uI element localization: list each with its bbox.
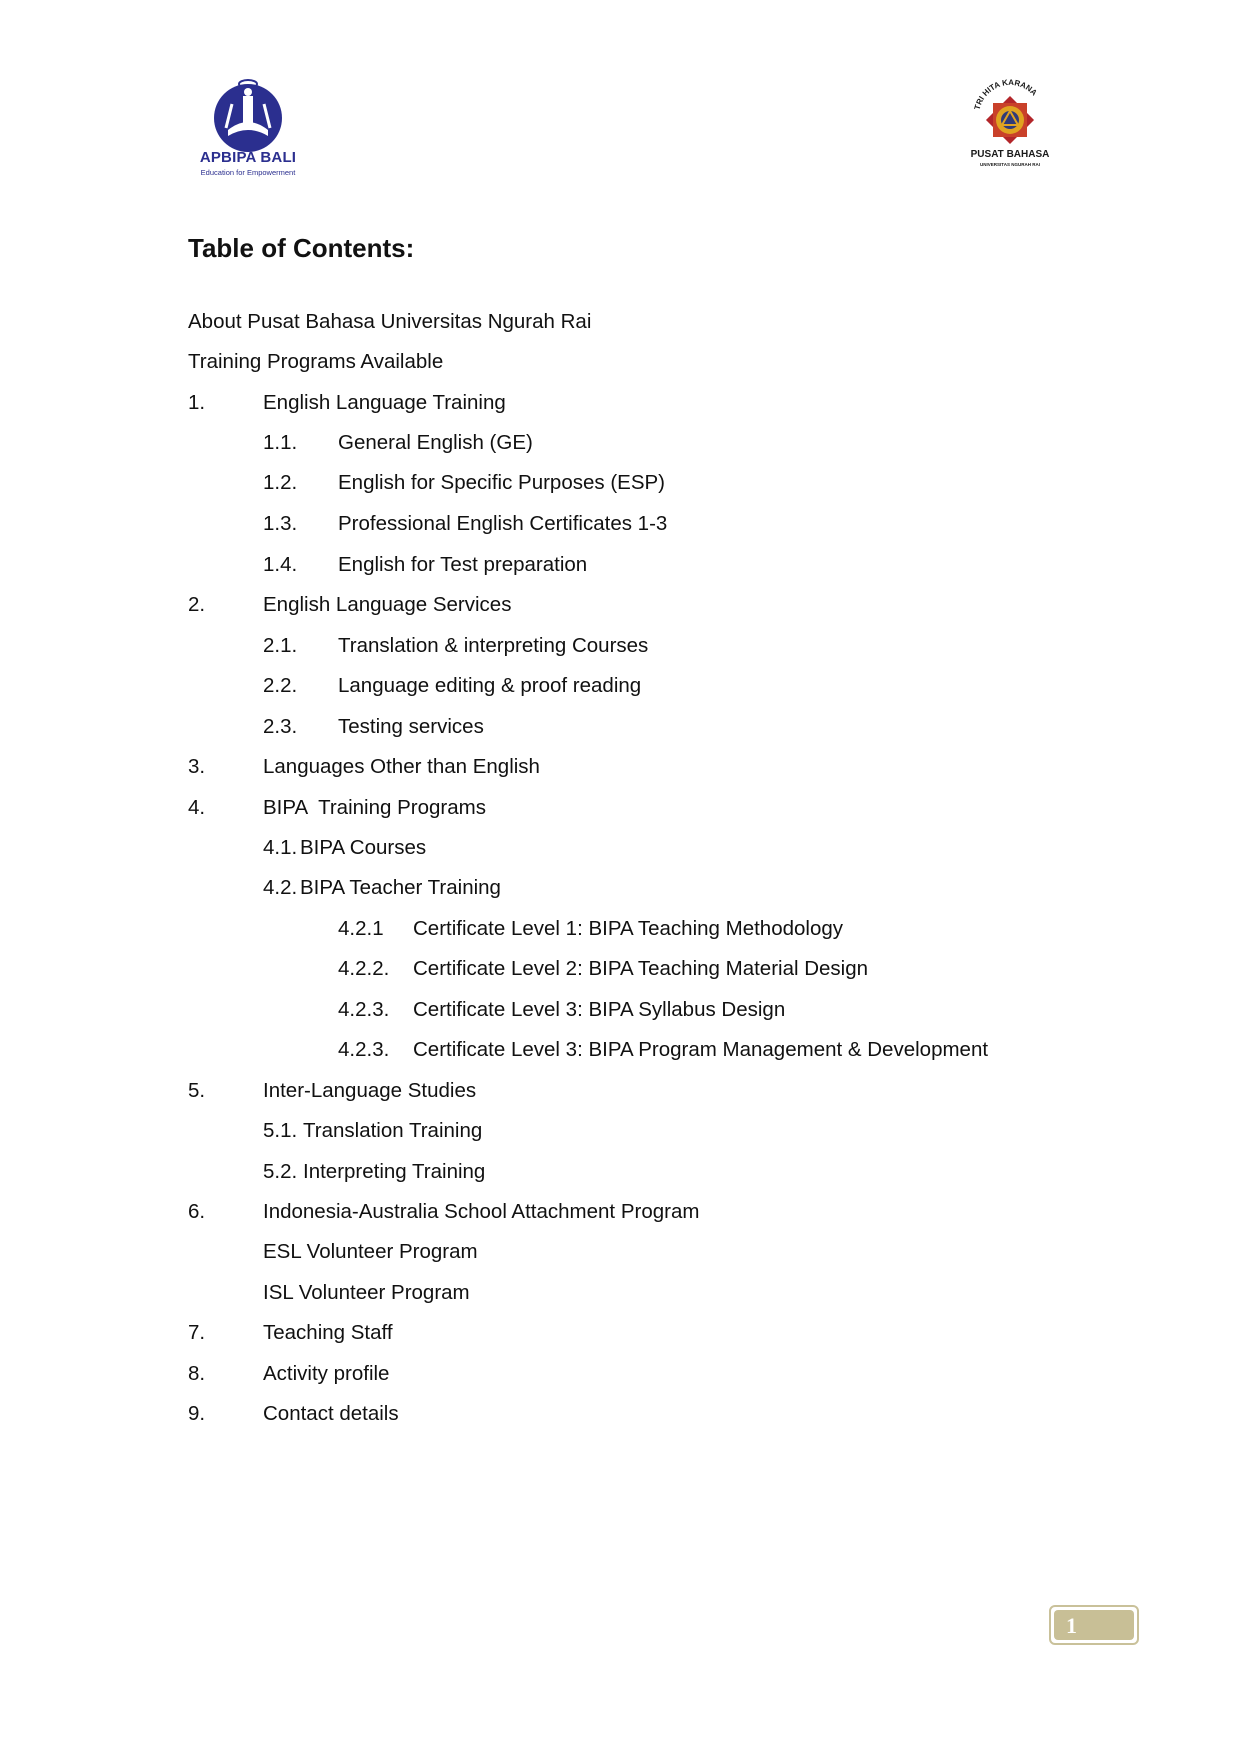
apbipa-logo-name: APBIPA BALI [199, 149, 297, 166]
toc-entry-number: 1.3. [263, 512, 298, 535]
toc-entry-text: Languages Other than English [263, 755, 540, 778]
toc-entry-text: Activity profile [263, 1362, 390, 1385]
toc-entry-number: 1.1. [263, 431, 298, 454]
toc-entry-number: 2. [188, 593, 206, 616]
toc-entry-text: BIPA Courses [300, 836, 427, 859]
toc-entry-text: English Language Training [263, 391, 506, 414]
apbipa-emblem-icon [206, 78, 290, 152]
toc-entry-text: Language editing & proof reading [338, 674, 642, 697]
toc-entry-number: 4.2.3. [338, 1038, 390, 1061]
toc-entry-text: Inter-Language Studies [263, 1079, 477, 1102]
tri-hita-karana-arc-text: TRI HITA KARANA [972, 77, 1039, 111]
toc-entry-text: ESL Volunteer Program [263, 1240, 478, 1263]
toc-entry-number: 5.2. [263, 1160, 298, 1183]
toc-entry-number: 1.2. [263, 471, 298, 494]
toc-entry-text: General English (GE) [338, 431, 533, 454]
toc-entry-number: 2.3. [263, 715, 298, 738]
toc-entry-number: 1.4. [263, 553, 298, 576]
toc-entry-text: Contact details [263, 1402, 399, 1425]
toc-entry-text: BIPA Training Programs [263, 796, 486, 819]
toc-entry-number: 5.1. [263, 1119, 298, 1142]
toc-entry-number: 4.2. [263, 876, 298, 899]
toc-entry-number: 7. [188, 1321, 206, 1344]
toc-entry-number: 4.2.1 [338, 917, 384, 940]
toc-entry-text: English for Test preparation [338, 553, 588, 576]
apbipa-bali-logo [188, 74, 308, 184]
toc-entry-number: 8. [188, 1362, 206, 1385]
toc-entry-number: 1. [188, 391, 206, 414]
toc-entry-text: BIPA Teacher Training [300, 876, 501, 899]
toc-entry-text: Professional English Certificates 1-3 [338, 512, 668, 535]
toc-entry-text: Teaching Staff [263, 1321, 393, 1344]
toc-entry-text: Training Programs Available [188, 350, 444, 373]
toc-entry-number: 4.2.2. [338, 957, 390, 980]
page-number-box [1049, 1605, 1139, 1645]
toc-entry-text: Certificate Level 2: BIPA Teaching Material Design [413, 957, 869, 980]
apbipa-logo-tagline: Education for Empowerment [200, 168, 296, 177]
page-number-fill [1054, 1610, 1134, 1640]
page-title: Table of Contents: [188, 233, 415, 263]
toc-entry-text: ISL Volunteer Program [263, 1281, 470, 1304]
toc-entry-text: About Pusat Bahasa Universitas Ngurah Rai [188, 310, 592, 333]
toc-entry-number: 2.2. [263, 674, 298, 697]
toc-entry-text: Translation & interpreting Courses [338, 634, 649, 657]
toc-entry-number: 4.1. [263, 836, 298, 859]
toc-entry-number: 4.2.3. [338, 998, 390, 1021]
toc-entry-text: Certificate Level 3: BIPA Program Management & Development [413, 1038, 989, 1061]
toc-entry-text: English for Specific Purposes (ESP) [338, 471, 665, 494]
toc-entry-number: 2.1. [263, 634, 298, 657]
toc-entry-number: 9. [188, 1402, 206, 1425]
toc-entry-number: 6. [188, 1200, 206, 1223]
pusat-bahasa-emblem-icon [965, 76, 1055, 148]
pusat-bahasa-logo-name: PUSAT BAHASA [970, 149, 1050, 160]
pusat-bahasa-logo-subtitle: UNIVERSITAS NGURAH RAI [980, 162, 1040, 167]
toc-entry-text: Testing services [338, 715, 484, 738]
page-number: 1 [1066, 1613, 1077, 1638]
pusat-bahasa-logo [965, 76, 1055, 170]
toc-entry-number: 3. [188, 755, 206, 778]
toc-entry-text: Translation Training [303, 1119, 483, 1142]
toc-entry-text: Certificate Level 3: BIPA Syllabus Design [413, 998, 786, 1021]
toc-entry-text: Certificate Level 1: BIPA Teaching Methodology [413, 917, 843, 940]
toc-entry-text: English Language Services [263, 593, 512, 616]
toc-entry-text: Interpreting Training [303, 1160, 486, 1183]
toc-entry-text: Indonesia-Australia School Attachment Program [263, 1200, 700, 1223]
toc-entry-number: 4. [188, 796, 206, 819]
toc-entry-number: 5. [188, 1079, 206, 1102]
